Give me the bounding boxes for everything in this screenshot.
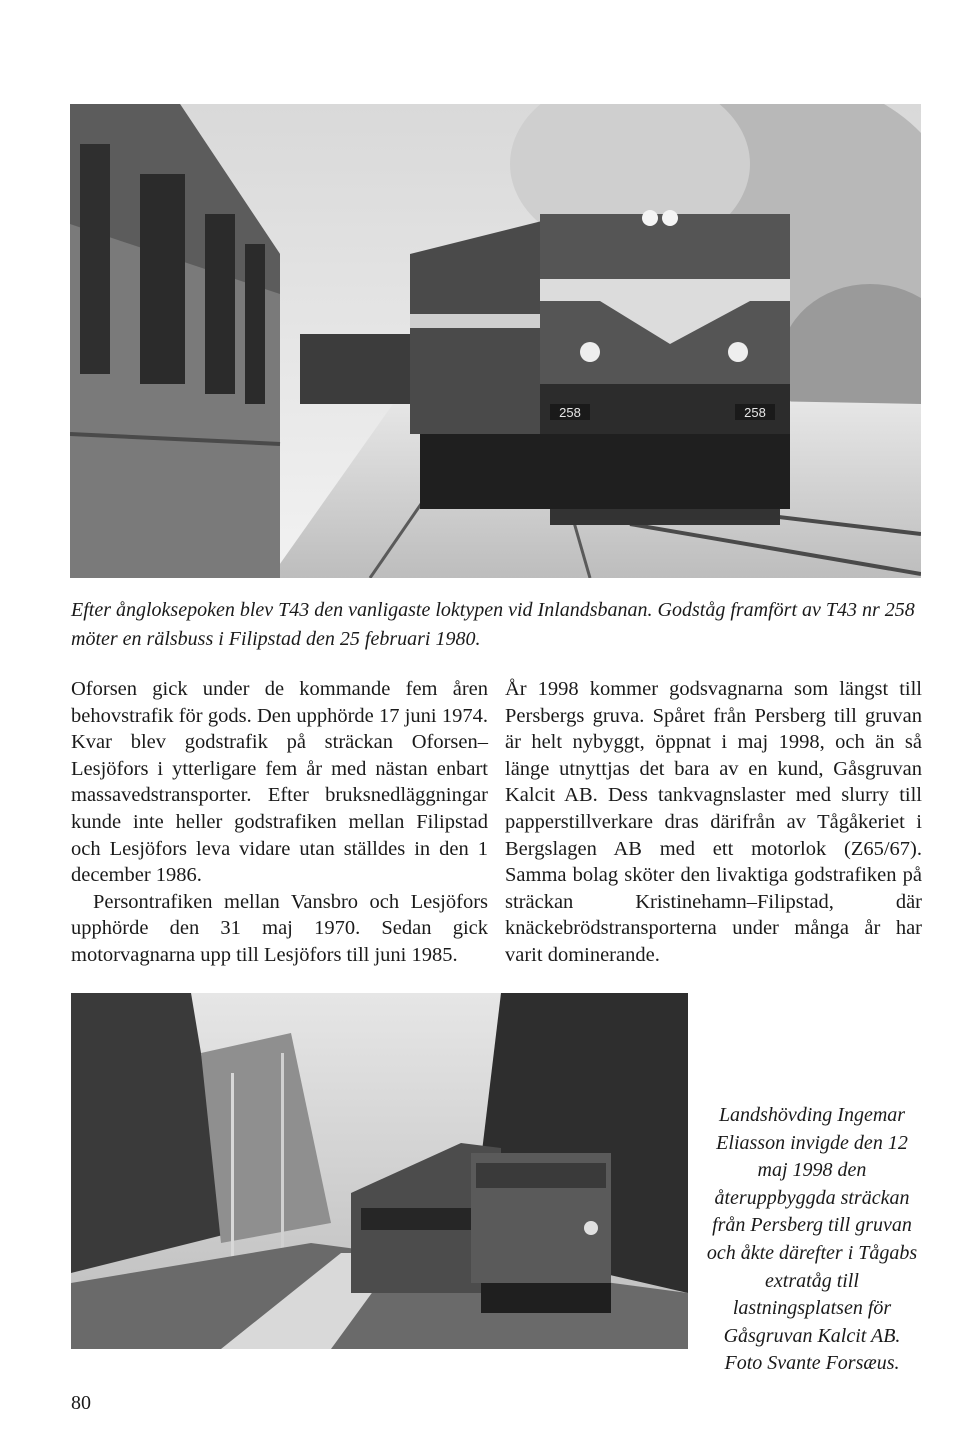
- side-photo-caption: Landshövding Ingemar Eliasson invigde den 12 maj 1998 den återuppbyggda sträckan från Persberg till gruvan och åkte därefter i Tågabs extratåg till lastningsplatsen för Gåsgruvan Kalcit AB. Foto Svante Forsæus.: [706, 1104, 918, 1375]
- locomotive-illustration: [70, 104, 921, 578]
- loco-number-left: 258: [559, 405, 581, 420]
- train-photo: [71, 993, 688, 1349]
- paragraph: Persontrafiken mellan Vansbro och Lesjöfors upphörde den 31 maj 1970. Sedan gick motorvagnarna upp till Lesjöfors till juni 1985.: [71, 890, 488, 966]
- locomotive-photo: [70, 104, 921, 578]
- left-text-column: [71, 676, 488, 969]
- loco-number-right: 258: [744, 405, 766, 420]
- paragraph: År 1998 kommer godsvagnarna som längst till Persbergs gruva. Spåret från Persberg till gruvan är helt nybyggt, öppnat i maj 1998, och än så länge utnyttjas det bara av en kund, Gåsgruvan Kalcit AB. Dess tankvagnslaster med slurry till papperstillverkare dras därifrån av Tågåkeriet i Bergslagen AB med ett motorlok (Z65/67). Samma bolag sköter den livaktiga godstrafiken på sträckan Kristinehamn–Filipstad, där knäckebrödstransporterna under många år har varit dominerande.: [505, 678, 922, 966]
- paragraph: Oforsen gick under de kommande fem åren behovstrafik för gods. Den upphörde 17 juni 1974. Kvar blev godstrafik på sträckan Oforsen–Lesjöfors i ytterligare fem år med nästan enbart massavedstransporter. Efter bruksnedläggningar kunde inte heller godstrafiken mellan Filipstad och Lesjöfors leva vidare utan ställdes in den 1 december 1986.: [71, 678, 488, 887]
- top-photo-caption: Efter ångloksepoken blev T43 den vanligaste loktypen vid Inlandsbanan. Godståg framfört av T43 nr 258 möter en rälsbuss i Filipstad den 25 februari 1980.: [71, 599, 915, 650]
- page-number: 80: [71, 1392, 91, 1414]
- right-text-column: [505, 676, 922, 969]
- train-illustration: [71, 993, 688, 1349]
